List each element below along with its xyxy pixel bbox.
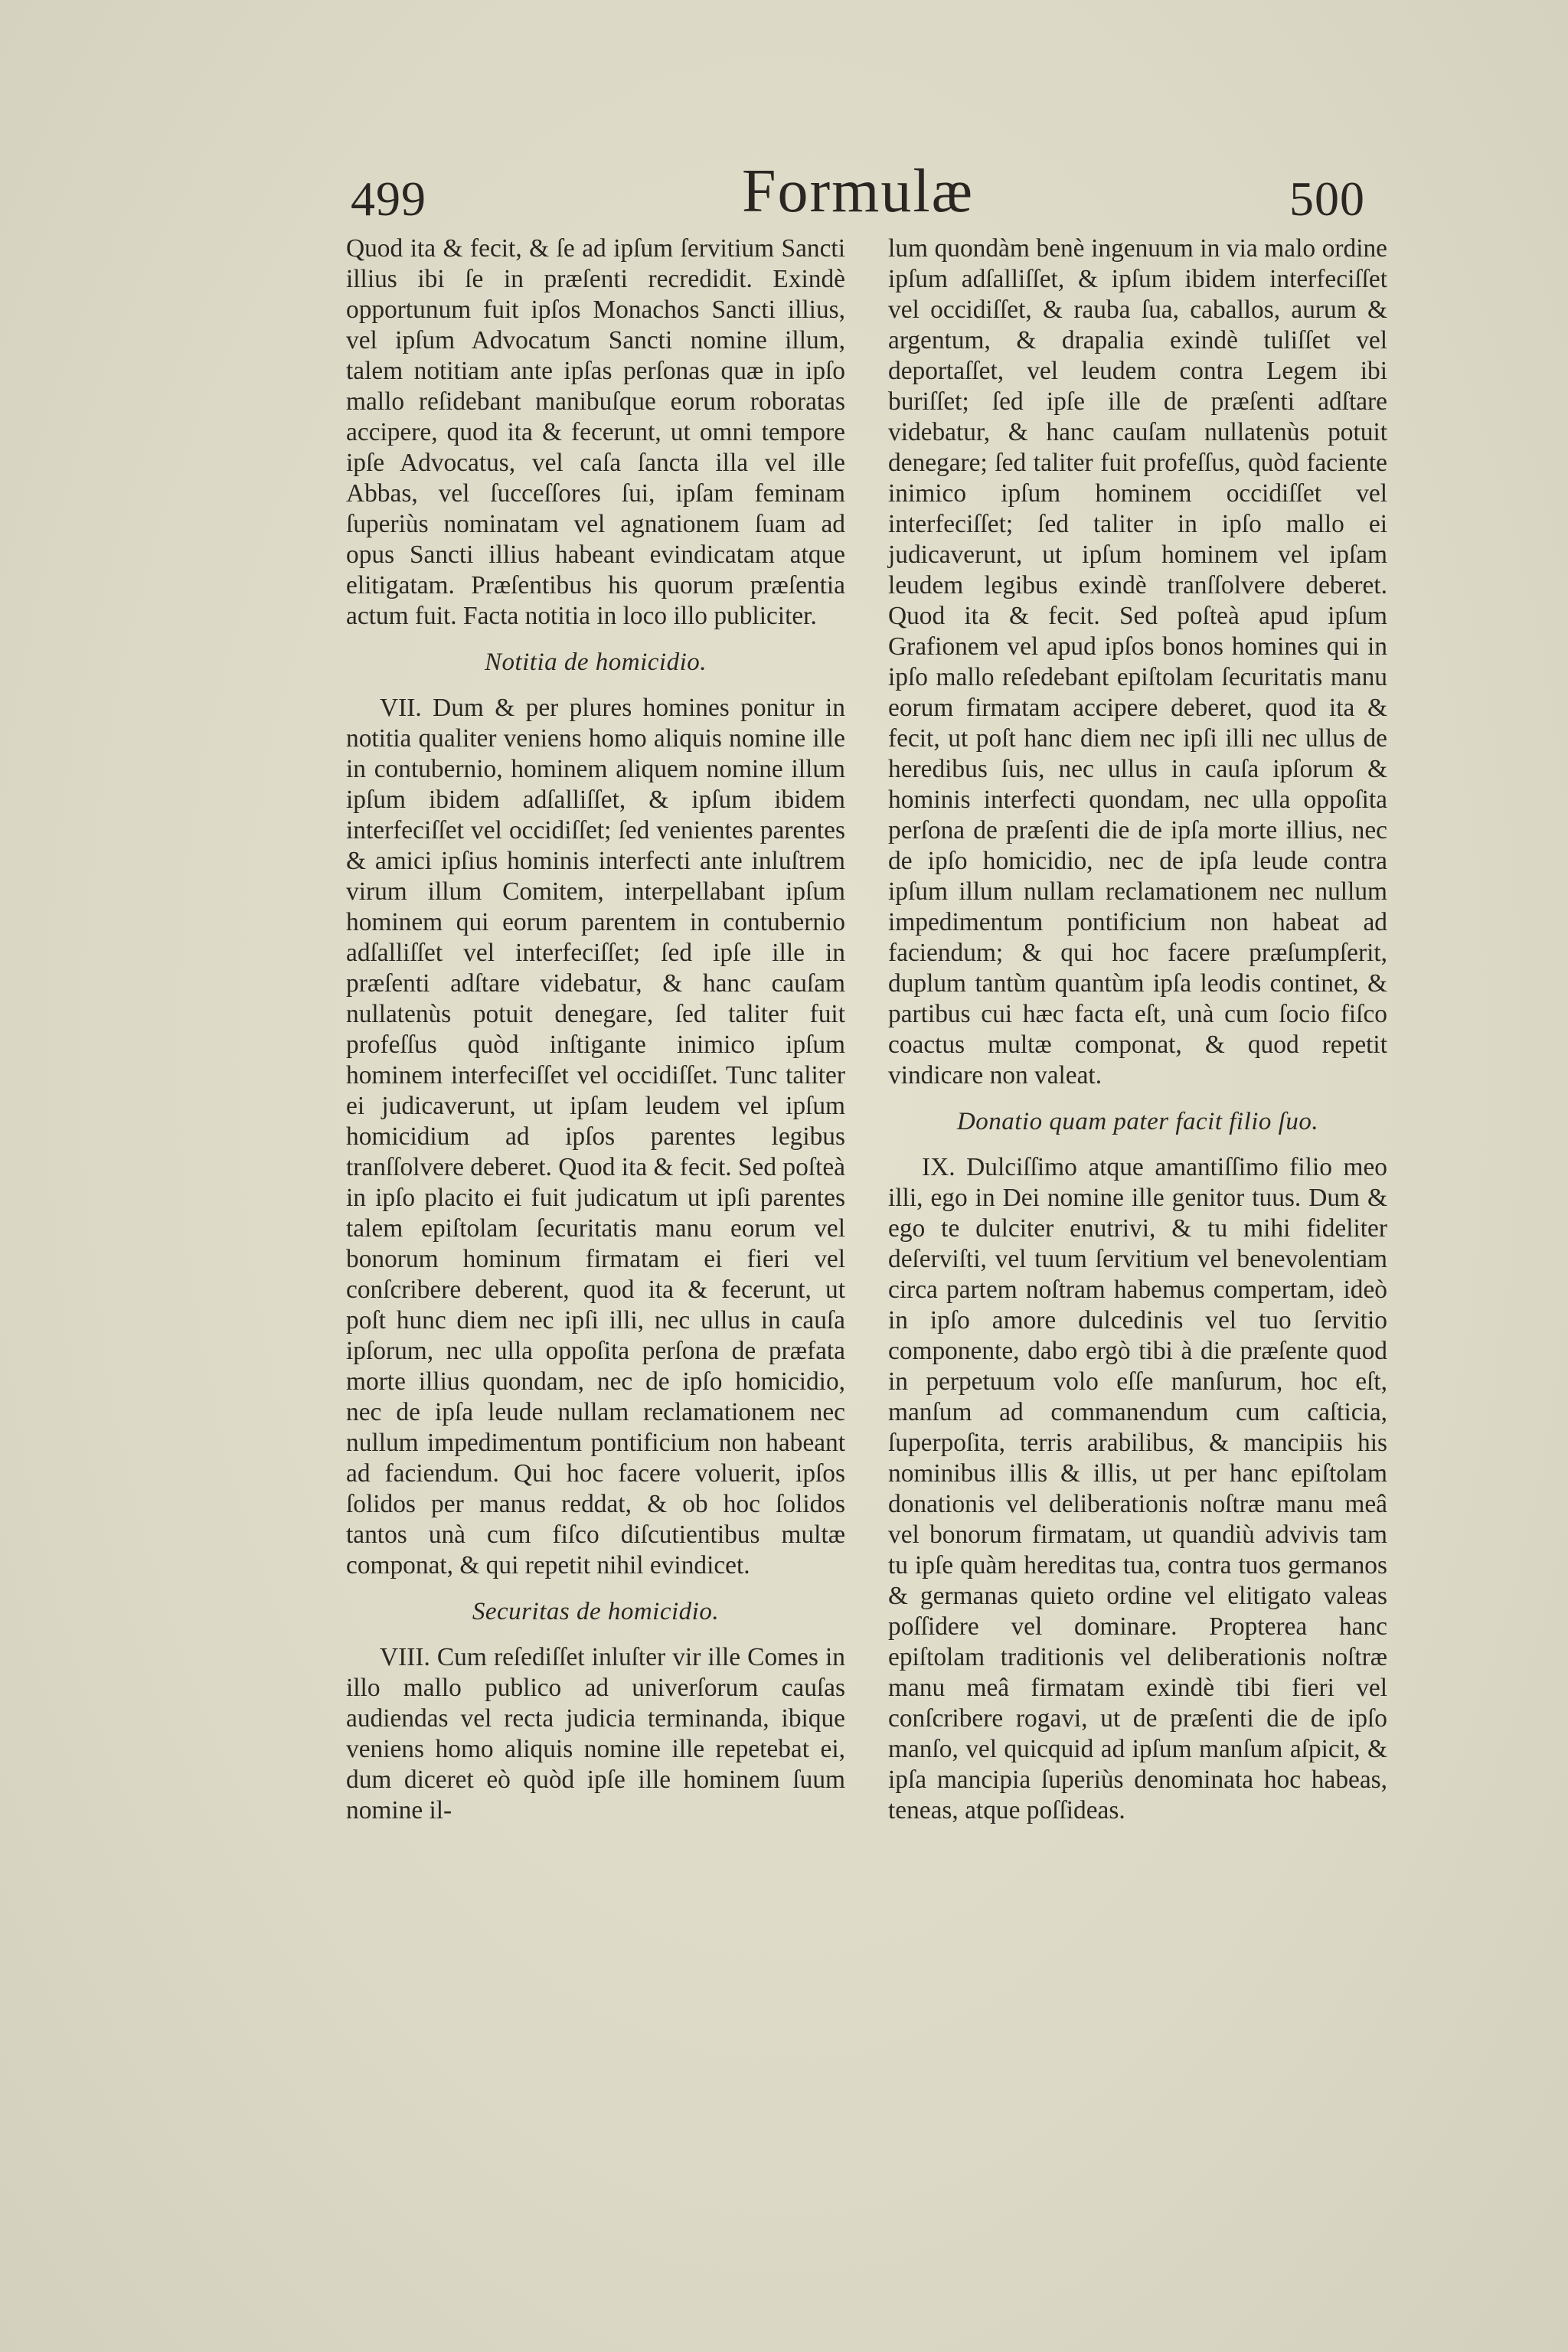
paragraph: Quod ita & fecit, & ſe ad ipſum ſervitium Sancti illius ibi ſe in præſenti recredidit. Exindè opportunum fuit ipſos Monachos Sancti illius, vel ipſum Advocatum Sancti nomine illum, talem notitiam ante ipſas perſonas quæ in ipſo mallo reſidebant manibuſque eorum roboratas accipere, quod ita & fecerunt, ut omni tempore ipſe Advocatus, vel caſa ſancta illa vel ille Abbas, vel ſucceſſores ſui, ipſam feminam ſuperiùs nominatam vel agnationem ſuam ad opus Sancti illius habeant evindicatam atque elitigatam. Præſentibus his quorum præſentia actum fuit. Facta notitia in loco illo publiciter. (346, 234, 845, 630)
page-number-right: 500 (1289, 172, 1365, 226)
section-heading: Securitas de homicidio. (472, 1598, 720, 1625)
left-column (346, 234, 845, 1826)
page-number-left: 499 (351, 172, 426, 226)
paragraph: VII. Dum & per plures homines ponitur in notitia qualiter veniens homo aliquis nomine ille in contubernio, hominem aliquem nomine illum ipſum ibidem adſalliſſet, & ipſum ibidem interfeciſſet vel occidiſſet; ſed venientes parentes & amici ipſius hominis interfecti ante inluſtrem virum illum Comitem, interpellabant ipſum hominem qui eorum parentem in contubernio adſalliſſet vel interfeciſſet; ſed ipſe ille in præſenti adſtare videbatur, & hanc cauſam nullatenùs potuit denegare, ſed taliter fuit profeſſus quòd inſtigante inimico ipſum hominem interfeciſſet vel occidiſſet. Tunc taliter ei judicaverunt, ut ipſam leudem vel ipſum homicidium ad ipſos parentes legibus tranſſolvere deberet. Quod ita & fecit. Sed poſteà in ipſo placito ei fuit judicatum ut ipſi parentes talem epiſtolam ſecuritatis manu eorum vel bonorum hominum firmatam ei fieri vel conſcribere deberent, quod ita & fecerunt, ut poſt hunc diem nec ipſi illi, nec ullus in cauſa ipſorum, nec ulla oppoſita perſona de præfata morte illius quondam, nec de ipſo homicidio, nec de ipſa leude nullam reclamationem nec nullum impedimentum pontificium non habeant ad faciendum. Qui hoc facere voluerit, ipſos ſolidos per manus reddat, & ob hoc ſolidos tantos unà cum fiſco diſcutientibus multæ componat, & qui repetit nihil evindicet. (346, 694, 845, 1579)
page-header (351, 157, 1365, 230)
right-column (888, 234, 1387, 1826)
paragraph: lum quondàm benè ingenuum in via malo ordine ipſum adſalliſſet, & ipſum ibidem interfeciſſet vel occidiſſet, & rauba ſua, caballos, aurum & argentum, & drapalia exindè tuliſſet vel deportaſſet, vel leudem contra Legem ibi buriſſet; ſed ipſe ille de præſenti adſtare videbatur, & hanc cauſam nullatenùs potuit denegare; ſed taliter fuit profeſſus, quòd faciente inimico ipſum hominem occidiſſet vel interfeciſſet; ſed taliter in ipſo mallo ei judicaverunt, ut ipſum hominem vel ipſam leudem legibus exindè tranſſolvere deberet. Quod ita & fecit. Sed poſteà apud ipſum Grafionem vel apud ipſos bonos homines qui in ipſo mallo reſedebant epiſtolam ſecuritatis manu eorum firmatam accipere deberet, quod ita & fecit, ut poſt hanc diem nec ipſi illi nec ullus de heredibus ſuis, nec ullus in cauſa ipſorum & hominis interfecti quondam, nec ulla oppoſita perſona de præſenti die de ipſa morte illius, nec de ipſo homicidio, nec de ipſa leude contra ipſum illum nullam reclamationem nec nullum impedimentum pontificium non habeat ad faciendum; & qui hoc facere præſumpſerit, duplum tantùm quantùm ipſa leodis continet, & partibus cui hæc facta eſt, unà cum ſocio fiſco coactus multæ componat, & quod repetit vindicare non valeat. (888, 234, 1387, 1089)
section-heading: Notitia de homicidio. (484, 648, 707, 676)
paragraph: VIII. Cum reſediſſet inluſter vir ille Comes in illo mallo publico ad univerſorum cauſas audiendas vel recta judicia terminanda, ibique veniens homo aliquis nomine ille repetebat ei, dum diceret eò quòd ipſe ille hominem ſuum nomine il- (346, 1643, 845, 1824)
running-title: Formulæ (742, 158, 974, 225)
paragraph: IX. Dulciſſimo atque amantiſſimo filio meo illi, ego in Dei nomine ille genitor tuus. Dum & ego te dulciter enutrivi, & tu mihi fideliter deſerviſti, vel tuum ſervitium vel benevolentiam circa partem noſtram habemus compertam, ideò in ipſo amore dulcedinis vel tuo ſervitio componente, dabo ergò tibi à die præſente quod in perpetuum volo eſſe manſurum, hoc eſt, manſum ad commanendum cum caſticia, ſuperpoſita, terris arabilibus, & mancipiis his nominibus illis & illis, ut per hanc epiſtolam donationis vel deliberationis noſtræ manu meâ vel bonorum firmatam, ut quandiù advivis tam tu ipſe quàm hereditas tua, contra tuos germanos & germanas quieto ordine vel elitigato valeas poſſidere vel dominare. Propterea hanc epiſtolam traditionis vel deliberationis noſtræ manu meâ firmatam exindè tibi fieri vel conſcribere rogavi, ut de præſenti die de ipſo manſo, vel quicquid ad ipſum manſum aſpicit, & ipſa mancipia ſuperiùs denominata hoc habeas, teneas, atque poſſideas. (888, 1153, 1387, 1824)
section-heading: Donatio quam pater facit filio ſuo. (956, 1108, 1319, 1135)
